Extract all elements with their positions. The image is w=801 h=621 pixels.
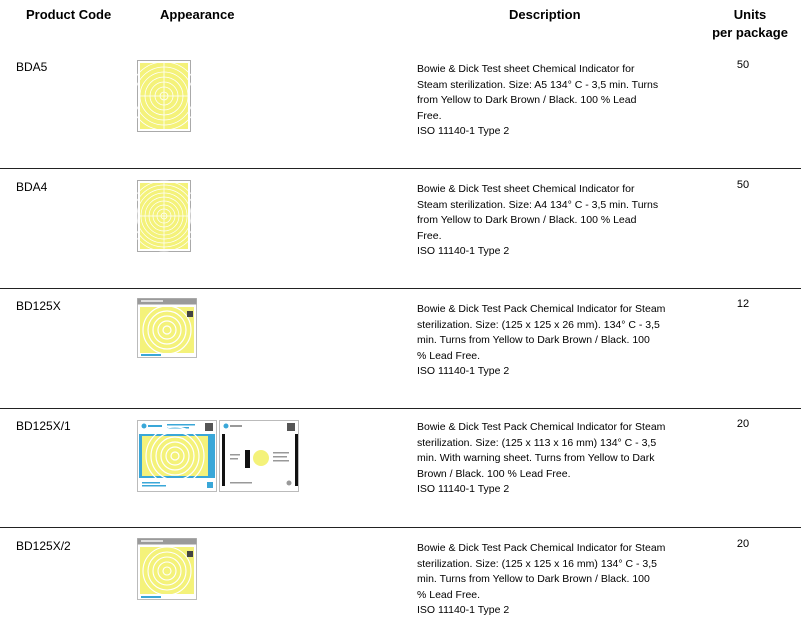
description-line: Bowie & Dick Test Pack Chemical Indicator for Steam	[417, 421, 666, 433]
table-row	[0, 410, 801, 528]
bd125x2-pack-image	[137, 538, 197, 600]
description-line: Free.	[417, 229, 442, 242]
product-description	[417, 420, 672, 498]
header-units-line1: Units	[733, 7, 767, 22]
product-code: BD125X/1	[16, 419, 71, 433]
description-line: Bowie & Dick Test Pack Chemical Indicator for Steam	[417, 303, 666, 315]
description-line: Bowie & Dick Test sheet Chemical Indicator for	[417, 183, 635, 195]
bd125x1-pack-image	[137, 420, 299, 492]
description-line: % Lead Free.	[417, 349, 481, 362]
description-line: sterilization. Size: (125 x 113 x 16 mm) 134° C - 3,5	[417, 436, 657, 449]
header-appearance: Appearance	[160, 7, 235, 22]
product-description	[417, 541, 672, 619]
product-description	[417, 302, 672, 380]
description-line: from Yellow to Dark Brown / Black. 100 % Lead	[417, 214, 637, 226]
description-line: Bowie & Dick Test sheet Chemical Indicator for	[417, 63, 635, 75]
table-row	[0, 290, 801, 410]
units-per-package: 50	[736, 59, 750, 71]
description-line: Free.	[417, 109, 442, 122]
table-row	[0, 529, 801, 621]
header-description: Description	[509, 7, 581, 22]
description-line: min. With warning sheet. Turns from Yellow to Dark	[417, 452, 655, 464]
description-line: Bowie & Dick Test Pack Chemical Indicator for Steam	[417, 542, 666, 554]
description-line: min. Turns from Yellow to Dark Brown / Black. 100	[417, 573, 650, 585]
product-code: BD125X/2	[16, 539, 71, 553]
description-line: ISO 11140-1 Type 2	[417, 245, 510, 257]
row-divider	[0, 408, 801, 409]
product-code: BDA5	[16, 60, 48, 74]
units-per-package: 50	[736, 179, 750, 191]
table-row	[0, 170, 801, 290]
description-line: sterilization. Size: (125 x 125 x 26 mm). 134° C - 3,5	[417, 318, 660, 331]
description-line: ISO 11140-1 Type 2	[417, 365, 510, 377]
bd125x-pack-image	[137, 298, 197, 358]
description-line: % Lead Free.	[417, 588, 481, 601]
row-divider	[0, 288, 801, 289]
header-units-line2: per package	[712, 25, 788, 40]
units-per-package: 20	[736, 538, 750, 550]
description-line: Brown / Black. 100 % Lead Free.	[417, 467, 571, 480]
row-divider	[0, 527, 801, 528]
description-line: ISO 11140-1 Type 2	[417, 125, 510, 137]
header-units	[700, 6, 800, 42]
units-per-package: 12	[736, 298, 750, 310]
description-line: Steam sterilization. Size: A4 134° C - 3,5 min. Turns	[417, 198, 659, 211]
description-line: min. Turns from Yellow to Dark Brown / Black. 100	[417, 334, 650, 346]
product-code: BDA4	[16, 180, 48, 194]
row-divider	[0, 168, 801, 169]
bda5-sheet-image	[137, 60, 191, 132]
product-description	[417, 62, 672, 140]
header-product-code: Product Code	[26, 7, 112, 22]
description-line: ISO 11140-1 Type 2	[417, 604, 510, 616]
description-line: ISO 11140-1 Type 2	[417, 483, 510, 495]
bda4-sheet-image	[137, 180, 191, 252]
table-row	[0, 50, 801, 170]
description-line: Steam sterilization. Size: A5 134° C - 3,5 min. Turns	[417, 78, 659, 91]
product-description	[417, 182, 672, 260]
product-code: BD125X	[16, 299, 61, 313]
units-per-package: 20	[736, 418, 750, 430]
description-line: sterilization. Size: (125 x 125 x 16 mm) 134° C - 3,5	[417, 557, 657, 570]
description-line: from Yellow to Dark Brown / Black. 100 % Lead	[417, 94, 637, 106]
